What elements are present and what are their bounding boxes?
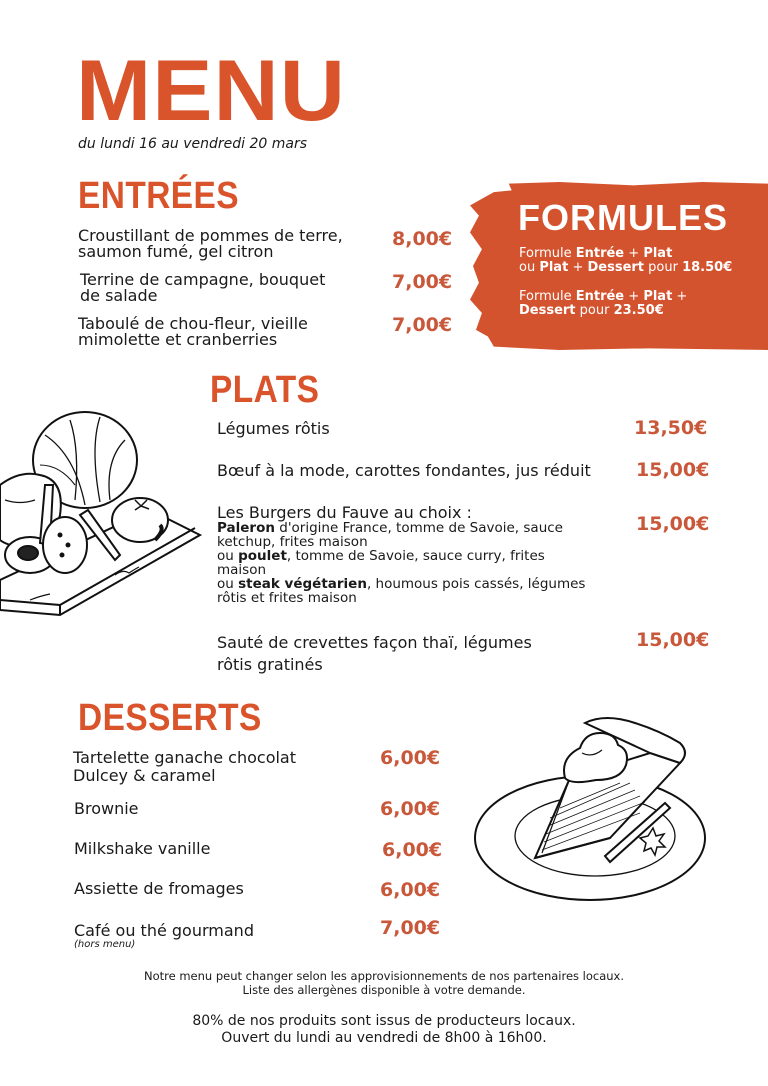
footer-note-3: 80% de nos produits sont issus de producteurs locaux. [192,1013,576,1029]
formule-price-1: 18.50€ [682,260,733,275]
section-title-desserts: DESSERTS [78,697,262,739]
dessert-name-2: Brownie [74,799,139,818]
item-name-line1: Croustillant de pommes de terre, [78,226,343,245]
plat-price-2: 15,00€ [636,459,710,481]
dessert-price-4: 6,00€ [380,879,441,901]
pie-illustration [470,708,720,903]
item-name-line1: Terrine de campagne, bouquet [80,270,326,289]
entree-price-2: 7,00€ [392,271,453,293]
text-bold: Plat [643,246,673,261]
dessert-name-3: Milkshake vanille [74,839,211,858]
dessert-price-3: 6,00€ [382,839,443,861]
footer-note-1: Notre menu peut changer selon les approvisionnements de nos partenaires locaux. [143,969,625,983]
item-name-line1: Sauté de crevettes façon thaï, légumes [217,633,532,652]
dessert-price-5: 7,00€ [380,917,441,939]
formules-title: FORMULES [518,197,728,238]
hors-menu-note: (hors menu) [74,939,136,950]
footer-note-4: Ouvert du lundi au vendredi de 8h00 à 16h00. [221,1030,547,1046]
text-bold: Entrée [575,289,625,304]
section-title-entrees: ENTRÉES [78,175,240,217]
item-name-line1: Tartelette ganache chocolat [73,748,296,767]
text: Formule [519,246,576,261]
formule-price-2: 23.50€ [613,303,664,318]
vegetables-illustration [0,405,210,620]
menu-date-range: du lundi 16 au vendredi 20 mars [78,136,308,152]
text-bold: Plat [539,260,569,275]
option-text: , tomme de Savoie, sauce curry, frites [286,548,545,564]
entree-item-2 [80,272,380,304]
option-bold: Paleron [217,520,275,536]
item-name-line2: mimolette et cranberries [78,330,278,349]
option-text: d'origine France, tomme de Savoie, sauce [274,520,563,536]
burger-option-1 [217,521,617,535]
burger-option-2 [217,549,617,563]
vegetables-cutting-board-icon [0,405,210,620]
dessert-item-1 [73,749,373,785]
dessert-name-5: Café ou thé gourmand [74,921,254,940]
option-text: ou [217,548,239,564]
formule-offer-1 [519,247,732,275]
entree-item-3 [78,316,378,348]
option-text: maison [217,562,267,578]
plat-price-3: 15,00€ [636,513,710,535]
option-bold: poulet [238,548,287,564]
text: ou [519,260,540,275]
plat-name-2: Bœuf à la mode, carottes fondantes, jus réduit [217,461,591,480]
text: Formule [519,289,576,304]
burger-option-3 [217,577,617,591]
item-name-line2: de salade [80,286,158,305]
entree-price-1: 8,00€ [392,228,453,250]
option-text: ketchup, frites maison [217,534,368,550]
text: + [568,260,588,275]
dessert-name-4: Assiette de fromages [74,879,244,898]
plat-item-burgers [217,505,617,605]
text: + [672,289,688,304]
option-text: ou [217,576,239,592]
plat-name-1: Légumes rôtis [217,419,330,438]
text-bold: Dessert [519,303,576,318]
menu-title: MENU [76,43,347,139]
option-text: rôtis et frites maison [217,590,357,606]
dessert-price-2: 6,00€ [380,798,441,820]
option-text: , houmous pois cassés, légumes [366,576,586,592]
plat-item-4 [217,632,617,676]
text: + [624,246,644,261]
item-name-line2: rôtis gratinés [217,655,323,674]
text-bold: Plat [643,289,673,304]
option-bold: steak végétarien [238,576,367,592]
text-bold: Dessert [587,260,645,275]
plat-price-4: 15,00€ [636,629,710,651]
dessert-price-1: 6,00€ [380,747,441,769]
plat-price-1: 13,50€ [634,417,708,439]
formule-offer-2 [519,290,687,318]
item-name-line1: Taboulé de chou-fleur, vieille [78,314,308,333]
text: pour [644,260,683,275]
text: pour [575,303,614,318]
dessert-item-5 [74,923,254,950]
text: + [624,289,644,304]
item-name-line2: Dulcey & caramel [73,766,216,785]
entree-item-1 [78,228,378,260]
text-bold: Entrée [575,246,625,261]
pie-slice-plate-icon [470,708,720,903]
plat-name-3: Les Burgers du Fauve au choix : [217,503,472,522]
section-title-plats: PLATS [210,369,320,411]
footer-note-2: Liste des allergènes disponible à votre demande. [242,983,526,997]
item-name-line2: saumon fumé, gel citron [78,242,274,261]
entree-price-3: 7,00€ [392,314,453,336]
